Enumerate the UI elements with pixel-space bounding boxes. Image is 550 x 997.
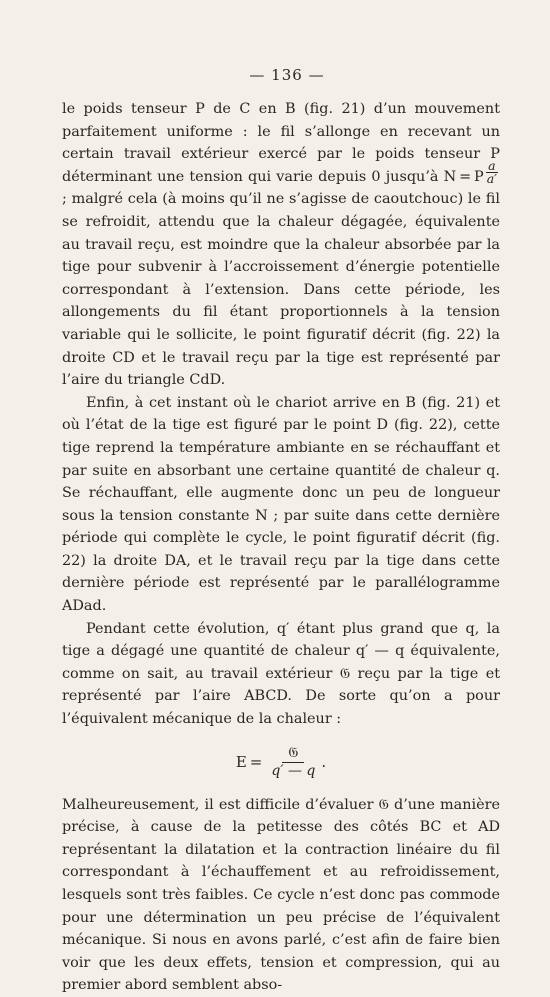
equation-numerator: 𝔊 bbox=[282, 745, 304, 763]
paragraph-4: Malheureusement, il est difficile d’évaluer 𝔊 d’une manière précise, à cause de la petitesse des côtés BC et AD représentant la dilatation et la contraction linéaire du fil correspondant à l’échauffement et au refroidissement, lesquels sont très faibles. Ce cycle n’est donc pas commode pour une détermination un peu précise de l’équivalent mécanique. Si nous en avons parlé, c’est afin de faire bien voir que les deux effets, tension et compression, qui au premier abord semblent abso- bbox=[62, 796, 500, 994]
paragraph-1-text-b: ; malgré cela (à moins qu’il ne s’agisse de caoutchouc) le fil se refroidit, attendu que la chaleur dégagée, équivalente au travail reçu, est moindre que la chaleur absorbée par la tige pour subvenir à l’accroissement d’énergie potentielle correspondant à l’extension. Dans cette période, les allongements du fil étant proportionnels à la tension variable qui le sollicite, le point figuratif décrit (fig. 22) la droite CD et le travail reçu par la tige est représenté par l’aire du triangle CdD. bbox=[62, 191, 500, 389]
page-number: — 136 — bbox=[249, 66, 325, 84]
equation-fraction bbox=[267, 745, 319, 780]
equation-denominator: q′ — q bbox=[271, 762, 316, 779]
equivalent-equation bbox=[62, 745, 500, 780]
fraction-numerator: a bbox=[486, 160, 498, 173]
inline-fraction bbox=[486, 160, 498, 185]
paragraph-3: Pendant cette évolution, q′ étant plus grand que q, la tige a dégagé une quantité de chaleur q′ — q équivalente, comme on sait, au travail extérieur 𝔊 reçu par la tige et représenté par l’aire ABCD. De sorte qu’on a pour l’équivalent mécanique de la chaleur : bbox=[62, 620, 500, 728]
paragraph-2: Enfin, à cet instant où le chariot arrive en B (fig. 21) et où l’état de la tige est figuré par le point D (fig. 22), cette tige reprend la température ambiante en se réchauffant et par suite en absorbant une certaine quantité de chaleur q. Se réchauffant, elle augmente donc un peu de longueur sous la tension constante N ; par suite dans cette dernière période qui complète le cycle, le point figuratif décrit (fig. 22) la droite DA, et le travail reçu par la tige dans cette dernière période est représenté par le parallélogramme ADad. bbox=[62, 394, 500, 615]
paragraph-1 bbox=[62, 98, 500, 392]
equation-lhs: E = bbox=[235, 753, 266, 772]
fraction-denominator: a′ bbox=[486, 171, 497, 187]
equation-period: . bbox=[321, 753, 327, 772]
paragraph-1-text-a: le poids tenseur P de C en B (fig. 21) d’un mouvement parfaitement uniforme : le fil s’allonge en recevant un certain travail extérieur exercé par le poids tenseur P déterminant une tension qui varie depuis 0 jusqu’à N = P bbox=[62, 101, 500, 185]
